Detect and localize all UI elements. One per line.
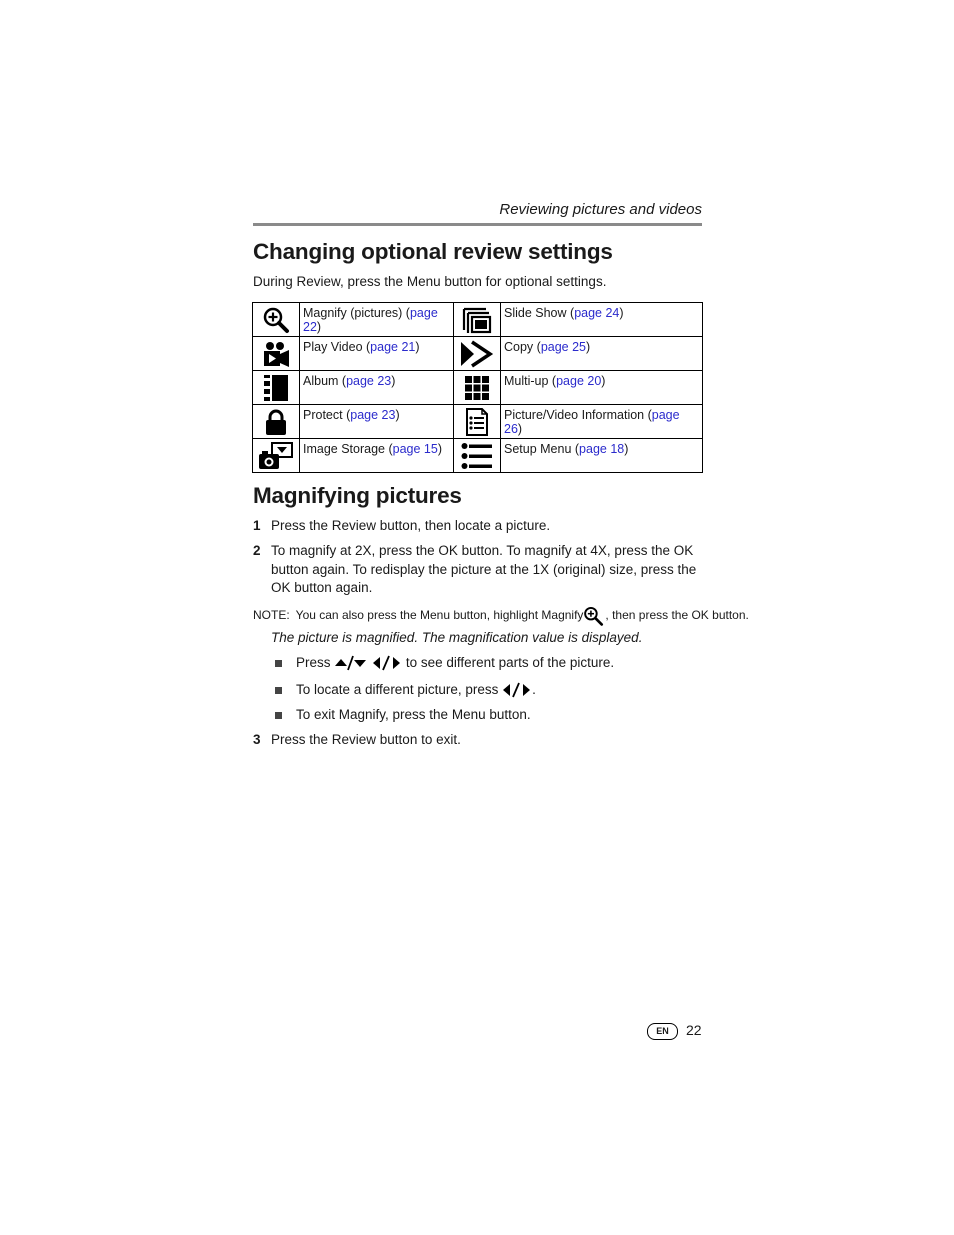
step-number: 2 — [253, 543, 261, 558]
table-row — [253, 371, 703, 405]
icon-cell — [253, 337, 300, 371]
option-multi-up: Multi-up (page 20) — [501, 371, 703, 405]
bullet-item: To exit Magnify, press the Menu button. — [275, 707, 675, 727]
play-video-icon — [262, 340, 290, 368]
page-link[interactable]: page 25 — [540, 340, 587, 354]
options-table — [252, 302, 703, 473]
step-2 — [253, 542, 703, 600]
step-text: To magnify at 2X, press the OK button. To magnify at 4X, press the OK button again. To redisplay the picture at the 1X (original) size, press the OK button again. — [271, 543, 697, 595]
page-link[interactable]: page 26 — [504, 408, 680, 436]
magnify-icon — [583, 606, 605, 626]
table-row — [253, 337, 703, 371]
page-link[interactable]: page 15 — [392, 442, 438, 456]
step-text: Press the Review button, then locate a picture. — [271, 518, 551, 533]
option-play-video: Play Video (page 21) — [300, 337, 454, 371]
image-storage-icon — [258, 442, 294, 470]
page-link[interactable]: page 24 — [574, 306, 620, 320]
section-intro: During Review, press the Menu button for optional settings. — [253, 274, 607, 289]
table-row — [253, 439, 703, 473]
bullet-square-icon — [275, 687, 282, 694]
step-number: 3 — [253, 732, 261, 747]
page-link[interactable]: page 23 — [346, 374, 392, 388]
page-link[interactable]: page 21 — [370, 340, 416, 354]
icon-cell — [454, 439, 501, 473]
setup-menu-icon — [461, 442, 493, 470]
left-right-arrows-icon — [372, 655, 402, 671]
left-right-arrows-icon — [502, 682, 532, 698]
slide-show-icon — [462, 306, 492, 334]
icon-cell — [253, 371, 300, 405]
option-magnify: Magnify (pictures) (page 22) — [300, 303, 454, 337]
option-picture-video-information: Picture/Video Information (page 26) — [501, 405, 703, 439]
icon-cell — [454, 337, 501, 371]
step-1 — [253, 517, 703, 537]
option-slide-show: Slide Show (page 24) — [501, 303, 703, 337]
step-number: 1 — [253, 518, 261, 533]
up-down-arrows-icon — [334, 655, 368, 671]
table-row — [253, 405, 703, 439]
option-album: Album (page 23) — [300, 371, 454, 405]
magnify-icon — [262, 306, 290, 334]
info-icon — [465, 408, 489, 436]
icon-cell — [253, 439, 300, 473]
option-image-storage: Image Storage (page 15) — [300, 439, 454, 473]
running-head: Reviewing pictures and videos — [499, 201, 702, 218]
note-label: NOTE: — [253, 608, 290, 623]
step-text: Press the Review button to exit. — [271, 732, 461, 747]
header-rule — [253, 223, 702, 226]
bullet-square-icon — [275, 660, 282, 667]
icon-cell — [454, 371, 501, 405]
icon-cell — [454, 303, 501, 337]
bullet-item: Press to see different parts of the picture. — [275, 655, 675, 675]
note-text-before: You can also press the Menu button, highlight Magnify — [295, 608, 584, 623]
icon-cell — [253, 303, 300, 337]
option-setup-menu: Setup Menu (page 18) — [501, 439, 703, 473]
page-link[interactable]: page 18 — [579, 442, 625, 456]
table-row — [253, 303, 703, 337]
page-link[interactable]: page 23 — [350, 408, 396, 422]
step-3 — [253, 731, 703, 751]
language-badge: EN — [647, 1023, 678, 1040]
note — [253, 606, 749, 626]
result-text: The picture is magnified. The magnification value is displayed. — [271, 630, 643, 645]
multi-up-icon — [464, 375, 490, 401]
option-protect: Protect (page 23) — [300, 405, 454, 439]
bullet-item: To locate a different picture, press . — [275, 682, 675, 702]
icon-cell — [454, 405, 501, 439]
page-link[interactable]: page 22 — [303, 306, 438, 334]
page-link[interactable]: page 20 — [556, 374, 602, 388]
bullet-square-icon — [275, 712, 282, 719]
album-icon — [262, 374, 290, 402]
note-text-after: , then press the OK button. — [605, 608, 749, 623]
section-title-review-settings: Changing optional review settings — [253, 239, 613, 264]
protect-lock-icon — [264, 408, 288, 436]
copy-icon — [460, 340, 494, 368]
icon-cell — [253, 405, 300, 439]
section-title-magnifying: Magnifying pictures — [253, 483, 462, 508]
option-copy: Copy (page 25) — [501, 337, 703, 371]
page-number: 22 — [686, 1022, 702, 1038]
